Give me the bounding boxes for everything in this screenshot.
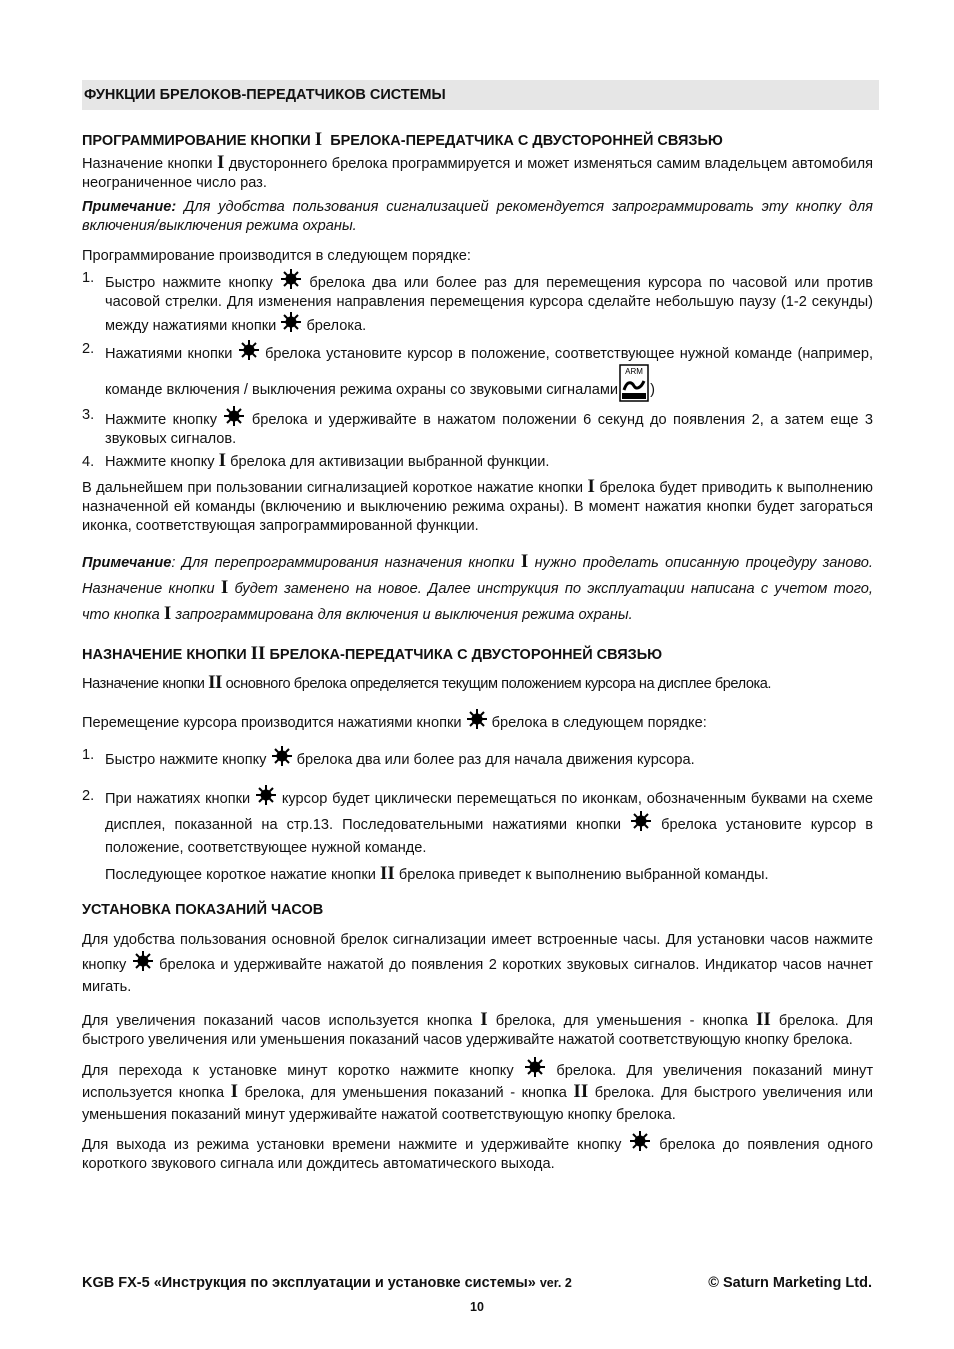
sun-icon [272,746,292,766]
sun-icon [467,709,487,729]
sun-icon [239,340,259,360]
sun-icon [631,811,651,831]
list-item: 1. Быстро нажмите кнопку брелока два или более раз для перемещения курсора по часовой или против часовой стрелки. Для изменения направления перемещения курсора сделайте небольшую паузу (1-2 секунды) между нажатиями кнопки брелока. [82,270,873,334]
list-item: 3. Нажмите кнопку брелока и удерживайте в нажатом положении 6 секунд до появления 2, а затем еще 3 звуковых сигналов. [82,407,874,447]
sun-icon [281,269,301,289]
section1-intro: Назначение кнопки I двустороннего брелока программируется и может изменяться самим владельцем автомобиля неограниченное число раз. [82,152,873,191]
footer-title: KGB FX-5 «Инструкция по эксплуатации и установке системы» [82,1275,536,1291]
section1-steps [82,269,873,472]
list-item: 2. Нажатиями кнопки брелока установите курсор в положение, соответствующее нужной команде (например, команде включения / выключения режима охраны со звуковыми сигналами ARM ) [82,340,873,402]
section1-note2: Примечание: Для перепрограммирования назначения кнопки I нужно проделать описанную процедуру заново. Назначение кнопки I будет заменено на новое. Далее инструкция по эксплуатации написана с учетом того, что кнопка I запрограммирована для включения и выключения режима охраны. [82,551,873,624]
manual-page [82,80,873,1174]
section1-after: В дальнейшем при пользовании сигнализацией короткое нажатие кнопки I брелока будет приводить к выполнению назначенной ей команды (включению и выключению режима охраны). В момент нажатия кнопки будет загораться иконка, соответствующая запрограммированной функции. [82,476,873,534]
section3-p1: Для удобства пользования основной брелок сигнализации имеет встроенные часы. Для установки часов нажмите кнопку брелока и удерживайте нажатой до появления 2 коротких звуковых сигналов. Индикатор часов начнет мигать. [82,932,873,995]
section2-heading: НАЗНАЧЕНИЕ КНОПКИ II БРЕЛОКА-ПЕРЕДАТЧИКА С ДВУСТОРОННЕЙ СВЯЗЬЮ [82,643,663,664]
section1-order: Программирование производится в следующем порядке: [82,248,471,264]
list-item: 4. Нажмите кнопку I брелока для активизации выбранной функции. [82,450,550,471]
section1-heading: ПРОГРАММИРОВАНИЕ КНОПКИ I БРЕЛОКА-ПЕРЕДАТЧИКА С ДВУСТОРОННЕЙ СВЯЗЬЮ [82,129,723,150]
sun-icon [630,1131,650,1151]
section3-heading: УСТАНОВКА ПОКАЗАНИЙ ЧАСОВ [82,902,324,918]
section1-note: Примечание: Для удобства пользования сигнализацией рекомендуется запрограммировать эту кнопку для включения/выключения режима охраны. [82,199,873,234]
footer-version: ver. 2 [539,1276,572,1290]
svg-text:ARM: ARM [625,367,643,376]
section2-move: Перемещение курсора производится нажатиями кнопки брелока в следующем порядке: [82,709,873,733]
section-banner: ФУНКЦИИ БРЕЛОКОВ-ПЕРЕДАТЧИКОВ СИСТЕМЫ [82,80,879,110]
section2-steps [82,746,873,887]
section3-p3: Для перехода к установке минут коротко нажмите кнопку брелока. Для увеличения показаний минут используется кнопка I брелока, для уменьшения показаний - кнопка II брелока. Для быстрого увеличения или уменьшения показаний минут удерживайте нажатой соответствующую кнопку брелока. [82,1057,873,1126]
page-footer [82,1274,872,1293]
section2-intro: Назначение кнопки II основного брелока определяется текущим положением курсора на дисплее брелока. [82,672,772,693]
sun-icon [133,951,153,971]
list-item: 2. При нажатиях кнопки курсор будет циклически перемещаться по иконкам, обозначенным буквами на схеме дисплея, показанной на стр.13. Последовательными нажатиями кнопки брелока установите курсор в положение, соответствующее нужной команде. Последующее короткое нажатие кнопки II брелока приведет к выполнению выбранной команды. [82,785,873,887]
sun-icon [281,312,301,332]
list-item: 1. Быстро нажмите кнопку брелока два или более раз для начала движения курсора. [82,747,695,768]
section3-p2: Для увеличения показаний часов используется кнопка I брелока, для уменьшения - кнопка II брелока. Для быстрого увеличения или уменьшения показаний часов удерживайте нажатой соответствующую кнопку брелока. [82,1009,874,1048]
sun-icon [525,1057,545,1077]
arm-siren-icon [619,364,649,402]
sun-icon [224,406,244,426]
section2-step2-followup: Последующее короткое нажатие кнопки II брелока приведет к выполнению выбранной команды. [105,863,769,884]
sun-icon [256,785,276,805]
page-number: 10 [470,1300,484,1314]
footer-copyright: © Saturn Marketing Ltd. [708,1275,872,1291]
section3-p4: Для выхода из режима установки времени нажмите и удерживайте кнопку брелока до появления одного короткого звукового сигнала или дождитесь автоматического выхода. [82,1131,873,1174]
